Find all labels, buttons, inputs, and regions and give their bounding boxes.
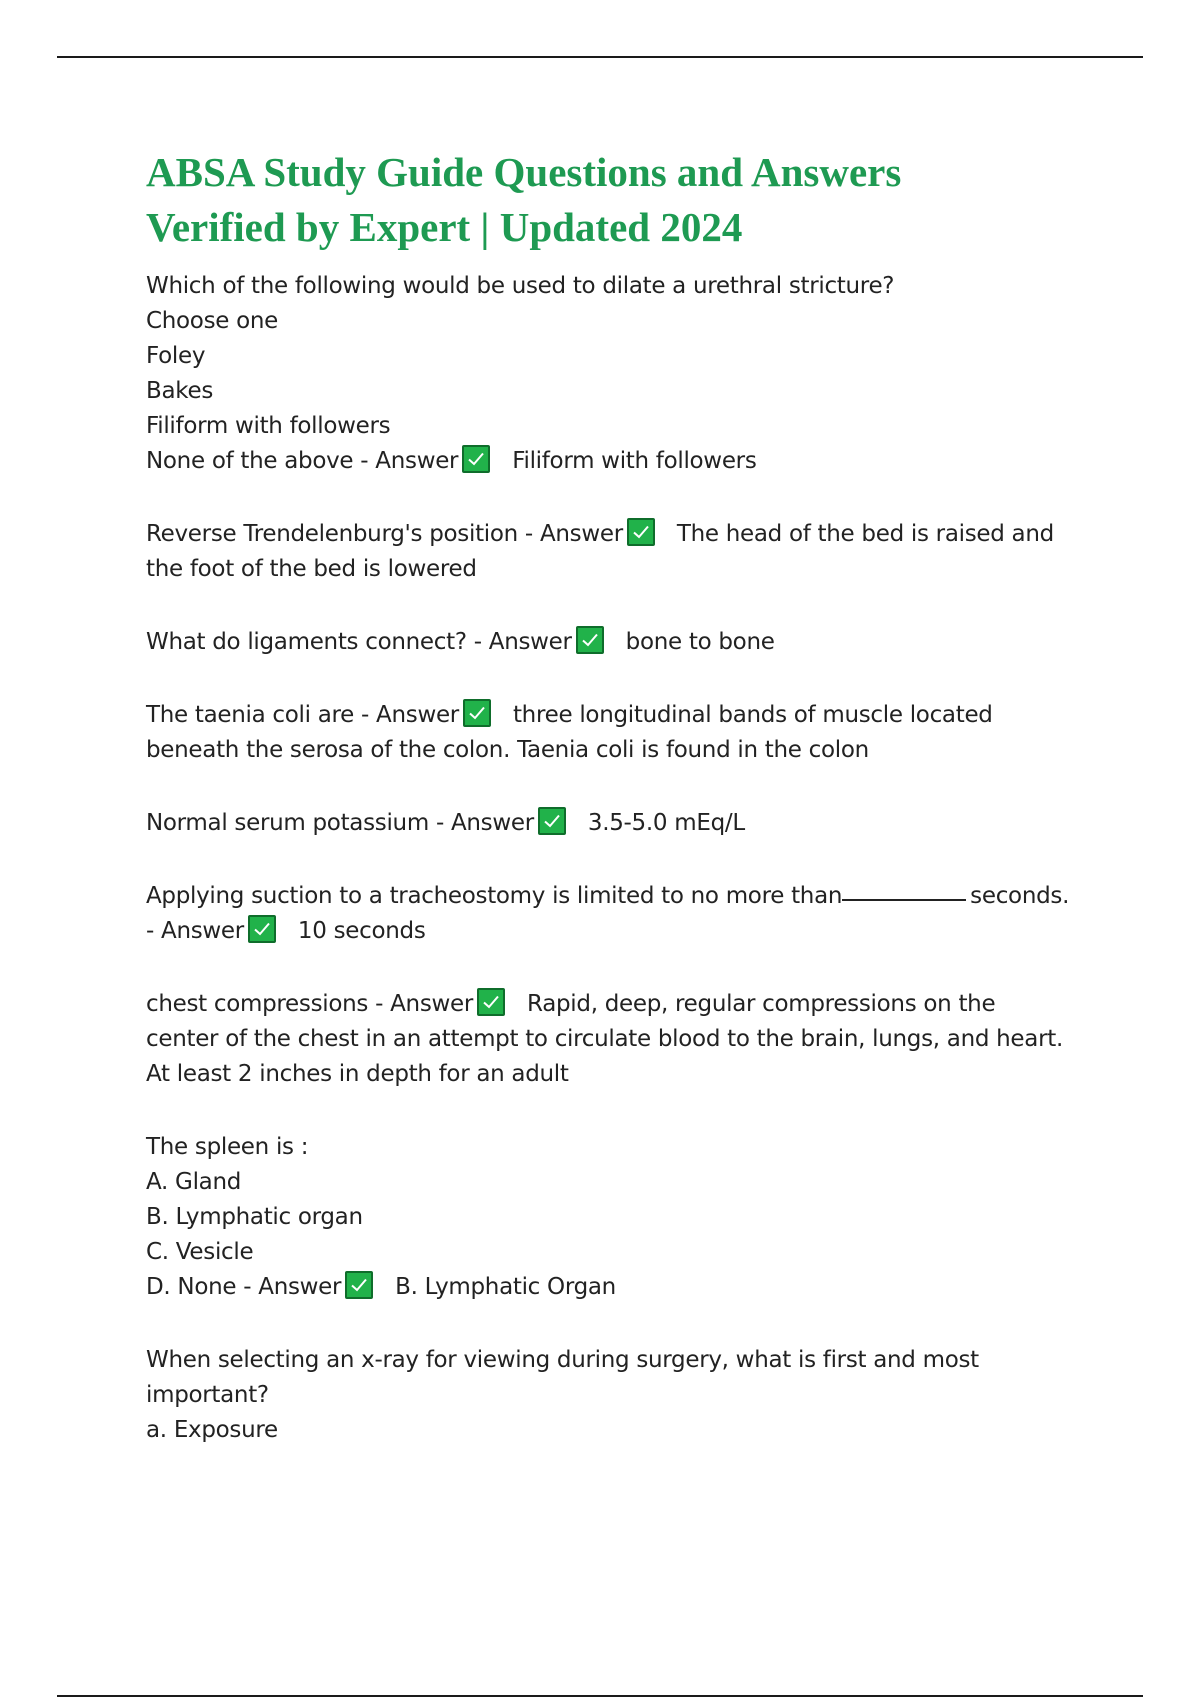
qa-item-4 — [146, 698, 1106, 768]
check-mark-icon — [576, 626, 604, 654]
check-mark-icon — [248, 915, 276, 943]
check-mark-icon — [627, 518, 655, 546]
answer-text: Filiform with followers — [512, 448, 757, 474]
title-line-2: Verified by Expert | Updated 2024 — [146, 204, 743, 250]
qa-item-3 — [146, 625, 1106, 660]
answer-text-continued: beneath the serosa of the colon. Taenia coli is found in the colon — [146, 737, 869, 763]
qa-item-5 — [146, 806, 1106, 841]
question-text: Which of the following would be used to dilate a urethral stricture? — [146, 273, 895, 299]
option-text: Foley — [146, 343, 206, 369]
qa-item-2 — [146, 517, 1106, 587]
choose-prompt: Choose one — [146, 308, 279, 334]
answer-line — [146, 444, 1106, 479]
title-line-1: ABSA Study Guide Questions and Answers — [146, 149, 902, 195]
question-text: Normal serum potassium - Answer — [146, 810, 534, 836]
option-text: D. None - Answer — [146, 1274, 342, 1300]
qa-item-7 — [146, 987, 1106, 1092]
document-body — [146, 145, 1106, 1486]
qa-item-1 — [146, 269, 1106, 479]
qa-item-8 — [146, 1130, 1106, 1305]
answer-text: three longitudinal bands of muscle located — [512, 702, 993, 728]
check-mark-icon — [477, 988, 505, 1016]
question-line — [146, 879, 1106, 914]
check-mark-icon — [345, 1271, 373, 1299]
answer-label: - Answer — [146, 918, 244, 944]
option-text: C. Vesicle — [146, 1239, 254, 1265]
question-text: The taenia coli are - Answer — [146, 702, 459, 728]
document-title — [146, 145, 1106, 255]
option-text: Bakes — [146, 378, 214, 404]
answer-line — [146, 987, 1106, 1022]
answer-line — [146, 1270, 1106, 1305]
question-text-end: seconds. — [970, 883, 1070, 909]
answer-text-continued: At least 2 inches in depth for an adult — [146, 1061, 569, 1087]
question-text: chest compressions - Answer — [146, 991, 474, 1017]
question-text: The spleen is : — [146, 1134, 309, 1160]
answer-text-continued: center of the chest in an attempt to circulate blood to the brain, lungs, and heart. — [146, 1026, 1063, 1052]
answer-text-continued: the foot of the bed is lowered — [146, 556, 477, 582]
question-text-continued: important? — [146, 1382, 269, 1408]
answer-text: Rapid, deep, regular compressions on the — [527, 991, 996, 1017]
bottom-rule — [57, 1695, 1143, 1697]
answer-text: B. Lymphatic Organ — [395, 1274, 616, 1300]
answer-text: 10 seconds — [297, 918, 426, 944]
answer-text: 3.5-5.0 mEq/L — [587, 810, 745, 836]
answer-text: bone to bone — [625, 629, 775, 655]
question-text: When selecting an x-ray for viewing during surgery, what is first and most — [146, 1347, 979, 1373]
qa-item-9 — [146, 1343, 1106, 1448]
option-text: Filiform with followers — [146, 413, 391, 439]
option-text: A. Gland — [146, 1169, 242, 1195]
question-text: Reverse Trendelenburg's position - Answer — [146, 521, 623, 547]
answer-text: The head of the bed is raised and — [676, 521, 1054, 547]
answer-line — [146, 698, 1106, 733]
check-mark-icon — [538, 807, 566, 835]
fill-in-blank — [842, 881, 966, 901]
answer-line — [146, 914, 1106, 949]
answer-line — [146, 625, 1106, 660]
qa-item-6 — [146, 879, 1106, 949]
question-text: Applying suction to a tracheostomy is limited to no more than — [146, 883, 843, 909]
option-text: B. Lymphatic organ — [146, 1204, 363, 1230]
option-text: a. Exposure — [146, 1417, 278, 1443]
answer-line — [146, 806, 1106, 841]
option-text: None of the above - Answer — [146, 448, 459, 474]
answer-line — [146, 517, 1106, 552]
top-rule — [57, 56, 1143, 58]
question-text: What do ligaments connect? - Answer — [146, 629, 572, 655]
check-mark-icon — [463, 699, 491, 727]
check-mark-icon — [462, 445, 490, 473]
